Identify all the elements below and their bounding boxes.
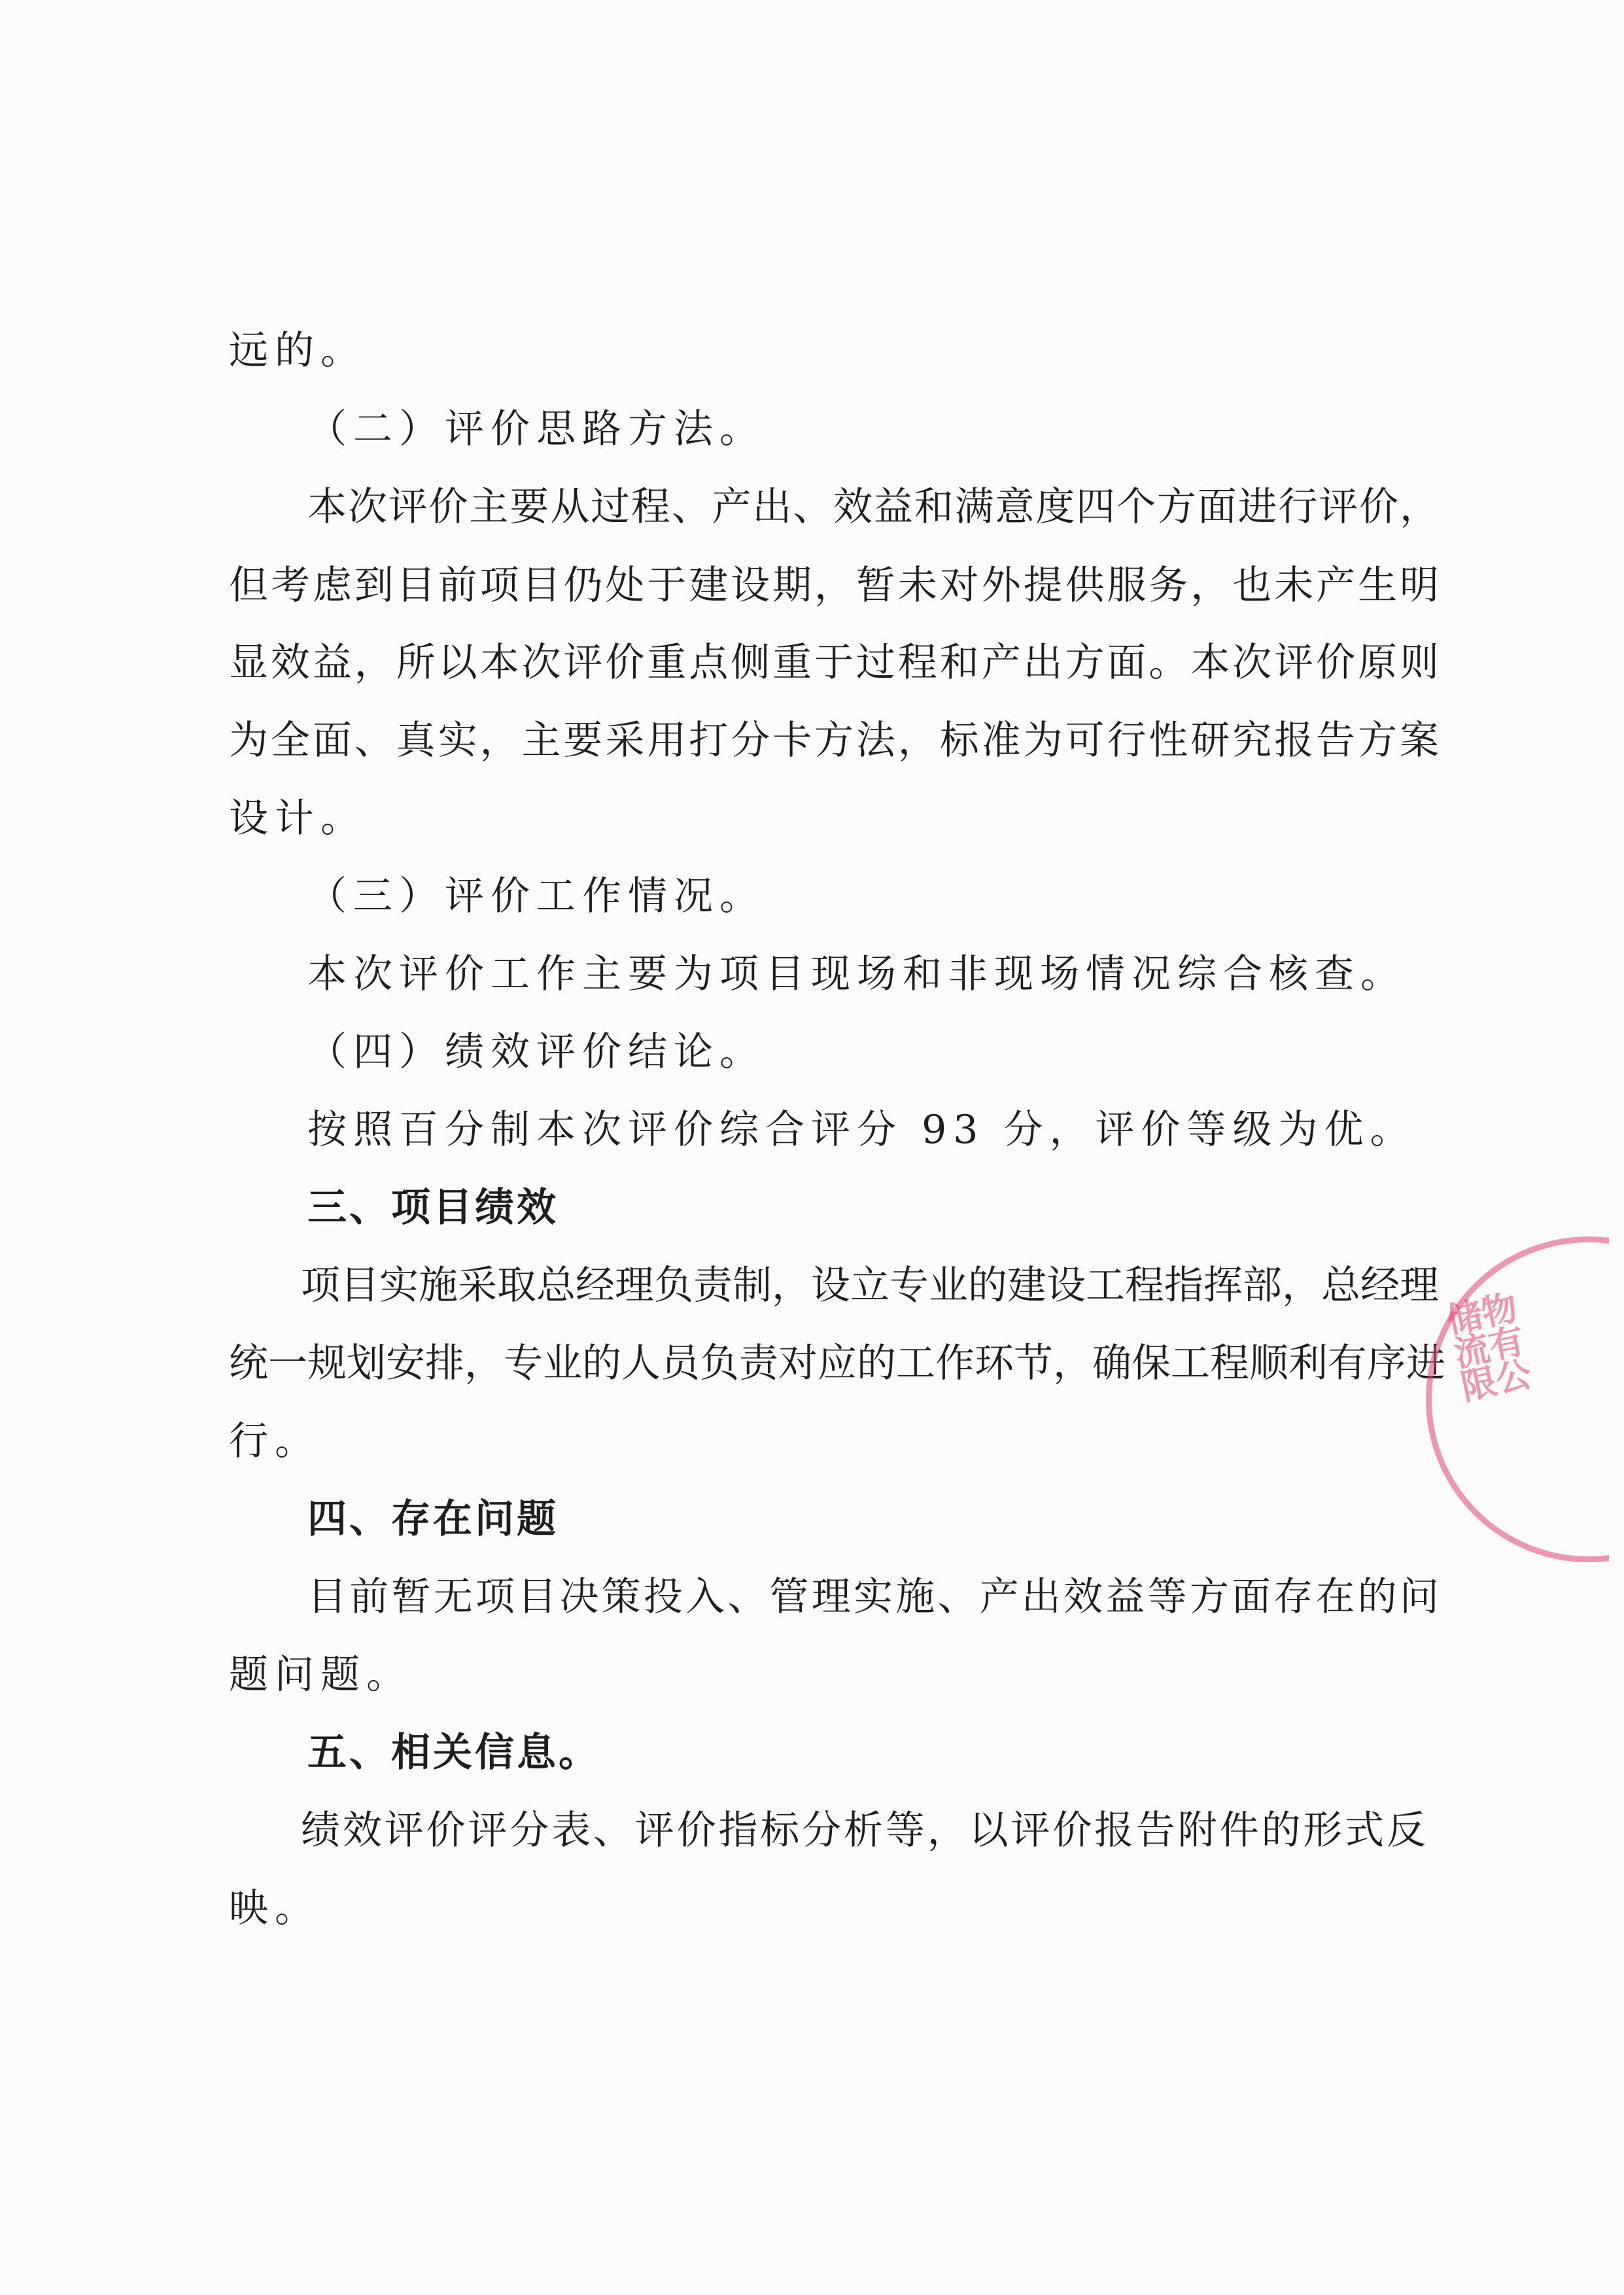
paragraph-line: 题问题。	[229, 1652, 412, 1698]
section-heading: 五、相关信息。	[307, 1730, 600, 1776]
paragraph-line: 项目实施采取总经理负责制，设立专业的建设工程指挥部，总经理	[301, 1263, 1439, 1308]
subsection-heading: （四）绩效评价结论。	[307, 1029, 765, 1075]
paragraph-line: 显效益，所以本次评价重点侧重于过程和产出方面。本次评价原则	[229, 640, 1439, 686]
subsection-heading: （三）评价工作情况。	[307, 873, 765, 919]
paragraph-line: 按照百分制本次评价综合评分 93 分，评价等级为优。	[307, 1107, 1416, 1153]
subsection-heading: （二）评价思路方法。	[307, 406, 765, 452]
paragraph-line: 设计。	[229, 796, 366, 841]
paragraph-line: 目前暂无项目决策投入、管理实施、产出效益等方面存在的问	[307, 1574, 1439, 1620]
paragraph-line: 本次评价工作主要为项目现场和非现场情况综合核查。	[307, 951, 1406, 997]
paragraph-line: 但考虑到目前项目仍处于建设期，暂未对外提供服务，也未产生明	[229, 563, 1439, 608]
section-heading: 三、项目绩效	[307, 1185, 559, 1231]
paragraph-line: 远的。	[229, 328, 366, 374]
seal-text: 储物流有限公	[1443, 1286, 1536, 1409]
paragraph-line: 行。	[229, 1418, 320, 1464]
paragraph-line: 映。	[229, 1885, 320, 1931]
section-heading: 四、存在问题	[307, 1496, 559, 1542]
company-seal	[1387, 1236, 1609, 1564]
paragraph-line: 为全面、真实，主要采用打分卡方法，标准为可行性研究报告方案	[229, 718, 1439, 763]
seal-ring	[1426, 1236, 1609, 1562]
paragraph-line: 本次评价主要从过程、产出、效益和满意度四个方面进行评价，	[307, 484, 1439, 530]
paragraph-line: 绩效评价评分表、评价指标分析等，以评价报告附件的形式反	[301, 1808, 1426, 1853]
paragraph-line: 统一规划安排，专业的人员负责对应的工作环节，确保工程顺利有序进	[229, 1340, 1445, 1386]
